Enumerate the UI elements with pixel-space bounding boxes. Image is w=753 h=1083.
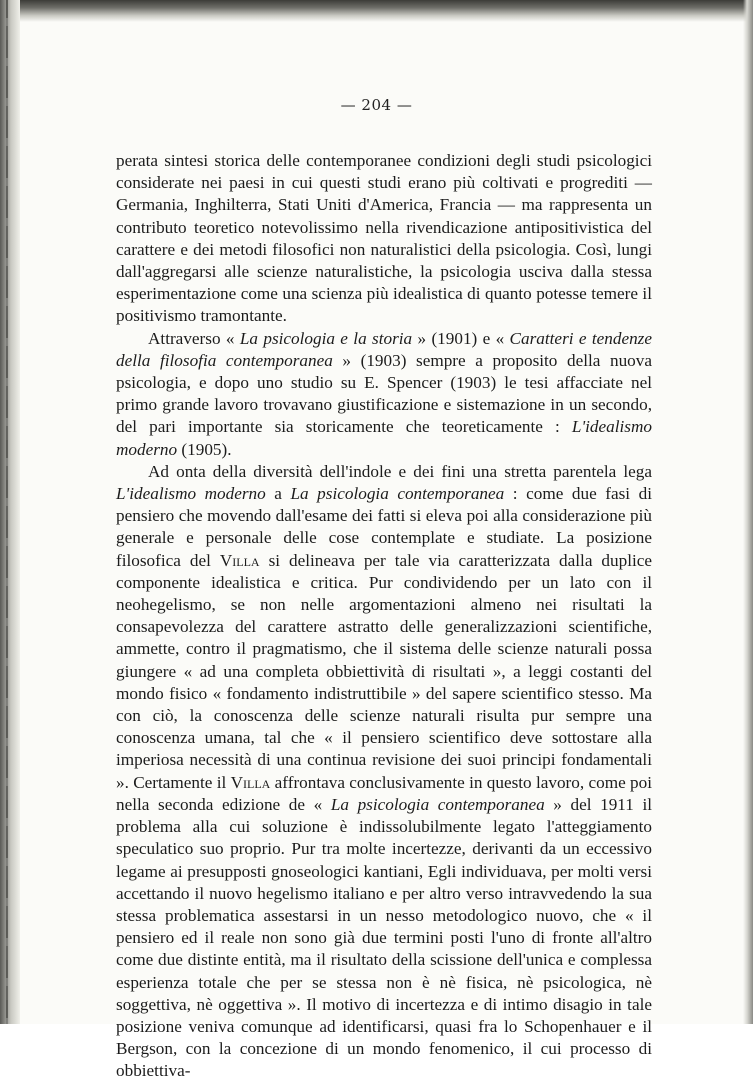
text-run: » del 1911 il problema alla cui soluzione è indissolubilmente legato l'atteggiamento speculatico suo proprio. Pur tra molte incertezze, derivanti da un eccessivo legame ai presupposti gnoseologici kantiani, Egli individuava, per molti versi accettando il nuovo hegelismo italiano e per altro verso intravvedendo la sua stessa problematica assestarsi in un nesso metodologico nuovo, che « il pensiero ed il reale non sono già due termini posti l'uno di fronte all'altro come due distinte entità, ma il risultato della scissione dell'unica e complessa esperienza totale che per se stessa non è nè fisica, nè psicologica, nè soggettiva, nè oggettiva ». Il motivo di incertezza e di intimo disagio in tale posizione veniva comunque ad identificarsi, quasi fra lo Schopenhauer e il Bergson, con la concezione di un mondo fenomenico, il cui processo di obbiettiva-: [116, 794, 652, 1081]
scan-shadow-top: [20, 0, 753, 22]
italic-title: Caratteri e tendenze della filosofia contemporanea: [116, 328, 652, 370]
paragraph-2: [116, 328, 652, 461]
text-run: a: [265, 484, 291, 504]
text-run: » (1901) e «: [412, 328, 510, 348]
italic-title: L'idealismo moderno: [116, 484, 266, 504]
text-run: » (1903) sempre a proposito della nuova psicologia, e dopo uno studio su E. Spencer (1903) le tesi affacciate nel primo grande lavoro trovavano giustificazione e sistemazione in un secondo, del pari importante sia storicamente che teoreticamente :: [116, 350, 652, 437]
italic-title: L'idealismo moderno: [116, 417, 652, 459]
text-run: (1905).: [177, 439, 232, 459]
text-run: perata sintesi storica delle contemporanee condizioni degli studi psicologici considerate nei paesi in cui questi studi erano più coltivati e progrediti — Germania, Inghilterra, Stati Uniti d'America, Francia — ma rappresenta un contributo teoretico notevolissimo nella rivendicazione antipositivistica del carattere e dei metodi filosofici non naturalistici della psicologia. Così, lungi dall'aggregarsi alle scienze naturalistiche, la psicologia usciva dalla stessa esperimentazione come una scienza più idealistica di quanto potesse temere il positivismo tramontante.: [116, 151, 652, 326]
italic-title: La psicologia contemporanea: [330, 794, 545, 814]
italic-title: La psicologia contemporanea: [290, 484, 505, 504]
binding-shadow-left: [0, 0, 20, 1024]
text-run: : come due fasi di pensiero che movendo dall'esame dei fatti si eleva poi alla considerazione più generale e personale delle cose contemplate e studiate. La posizione filosofica del: [116, 484, 652, 570]
author-name: Villa: [219, 550, 260, 570]
paragraph-1: [116, 150, 652, 328]
scan-shadow-right: [743, 0, 753, 1024]
paragraph-3: [116, 461, 652, 1083]
text-run: si delineava per tale via caratterizzata dalla duplice componente idealistica e critica. Pur condividendo per un lato con il neohegelismo, se non nelle argomentazioni almeno nei risultati la consapevolezza del carattere astratto delle generalizzazioni scientifiche, ammette, contro il pragmatismo, che il sistema delle scienze naturali possa giungere « ad una completa obbiettività di risultati », a leggi costanti del mondo fisico « fondamento indistruttibile » del sapere scientifico stesso. Ma con ciò, la conoscenza delle scienze naturali risulta pur sempre una conoscenza umana, tal che « il pensiero scientifico deve sottostare alla imperiosa necessità di una continua revisione dei suoi principi fondamentali ». Certamente il: [116, 550, 653, 792]
text-run: Ad onta della diversità dell'indole e dei fini una stretta parentela lega: [148, 461, 652, 481]
page-number: — 204 —: [340, 96, 413, 114]
italic-title: La psicologia e la storia: [239, 328, 413, 348]
text-run: Attraverso «: [148, 328, 240, 348]
text-run: affrontava conclusivamente in questo lavoro, come poi nella seconda edizione de «: [116, 772, 652, 814]
author-name: Villa: [230, 772, 271, 792]
body-text: [116, 150, 652, 1083]
